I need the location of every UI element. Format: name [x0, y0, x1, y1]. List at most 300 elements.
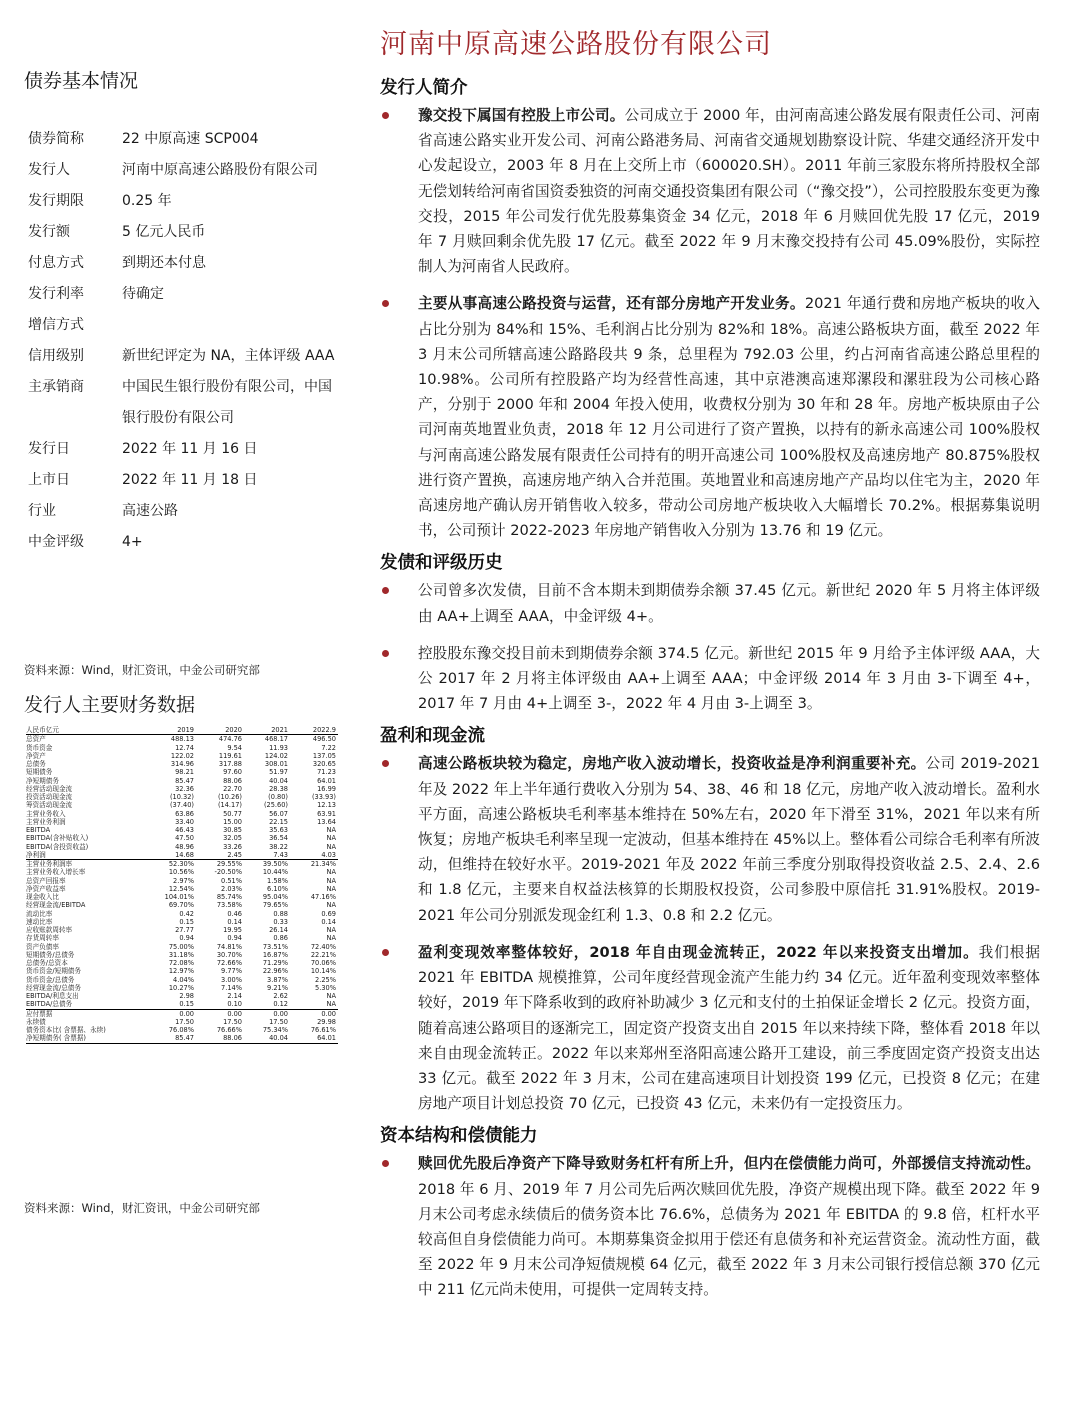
- fin-cell: NA: [326, 934, 336, 943]
- fin-row: [26, 801, 338, 809]
- fin-cell: 308.01: [264, 760, 288, 768]
- basic-row-label: 发行利率: [28, 286, 84, 302]
- basic-row-value: 待确定: [122, 286, 164, 302]
- fin-cell: 7.43: [273, 850, 288, 859]
- fin-cell: 0.14: [227, 917, 242, 926]
- page-title: 河南中原高速公路股份有限公司: [380, 29, 772, 60]
- fin-cell: 488.13: [170, 735, 194, 744]
- fin-row: [26, 934, 338, 942]
- fin-cell: 12.74: [175, 743, 194, 752]
- fin-row: [26, 893, 338, 901]
- bullet-icon: [382, 650, 389, 657]
- bullet-icon: [382, 587, 389, 594]
- fin-row-label: 总债务/总资本: [26, 959, 68, 967]
- fin-cell: (14.17): [217, 801, 242, 810]
- fin-cell: 22.96%: [262, 967, 288, 976]
- fin-cell: 76.66%: [216, 1026, 242, 1034]
- fin-cell: 124.02: [264, 751, 288, 760]
- fin-cell: 70.06%: [310, 959, 336, 967]
- fin-row-label: 主营业务利润率: [26, 860, 150, 869]
- fin-row-label: EBITDA(含投资收益): [26, 842, 89, 851]
- fin-row: [26, 818, 338, 826]
- fin-cell: 73.58%: [216, 901, 242, 910]
- fin-row-label: 货币资金/总债务: [26, 975, 75, 984]
- basic-row-value: 高速公路: [122, 503, 178, 519]
- fin-row: [26, 976, 338, 984]
- fin-cell: NA: [326, 876, 336, 885]
- fin-cell: 10.56%: [168, 868, 194, 877]
- fin-cell: 30.85: [223, 826, 242, 834]
- fin-cell: 496.50: [312, 735, 336, 744]
- bullet-lead: 主要从事高速公路投资与运营，还有部分房地产开发业务。: [418, 295, 805, 313]
- fin-row: [26, 901, 338, 909]
- fin-cell: (37.40): [169, 801, 194, 810]
- fin-cell: 27.77: [175, 926, 194, 934]
- fin-cell: 7.22: [321, 743, 336, 752]
- fin-row-label: EBITDA/利息支出: [26, 992, 79, 1000]
- fin-row-label: 流动比率: [26, 909, 53, 918]
- fin-cell: 0.00: [150, 1009, 196, 1018]
- fin-row-label: 现金收入比: [26, 893, 59, 901]
- fin-row-label: 短期债务/总债务: [26, 950, 75, 959]
- bullet-text: 我们根据 2021 年 EBITDA 规模推算，公司年度经营现金流产生能力约 34 亿元。近年盈利变现效率整体较好，2019 年下降系收到的政府补助减少 3 亿元和支付的土拍保证金增长 2 亿元。投资方面，随着高速公路项目的逐渐完工，固定资产投资支出自 2015 年以来持续下降，整体看 2018 年以来自由现金流转正。2022 年以来郑州至洛阳高速公路开工建设，前三季度固定资产投资支出达 33 亿元。截至 2022 年 3 月末，公司在建高速项目计划投资 199 亿元，已投资 8 亿元；在建房地产项目计划总投资 70 亿元，已投资 43 亿元，未来仍有一定投资压力。: [418, 943, 1040, 1113]
- fin-cell: 9.77%: [221, 967, 242, 976]
- fin-row: [26, 1018, 338, 1026]
- fin-cell: 97.60: [223, 768, 242, 777]
- fin-cell: 0.88: [273, 909, 288, 918]
- fin-row-label: 债务资本比( 含票据、永续): [26, 1026, 106, 1034]
- bullet-paragraph: [380, 641, 1040, 717]
- fin-cell: 10.44%: [262, 868, 288, 877]
- fin-cell: NA: [326, 826, 336, 834]
- fin-cell: 28.38: [269, 784, 288, 793]
- basic-row: [24, 217, 342, 248]
- fin-cell: 30.70%: [216, 950, 242, 959]
- fin-row-label: 投资活动现金流: [26, 793, 73, 801]
- fin-cell: 40.04: [244, 1034, 290, 1043]
- fin-cell: 36.54: [269, 834, 288, 843]
- fin-row: [26, 1034, 338, 1043]
- basic-row: [24, 155, 342, 186]
- fin-cell: 474.76: [218, 735, 242, 744]
- fin-cell: 0.42: [179, 909, 194, 918]
- fin-cell: 22.70: [223, 784, 242, 793]
- fin-cell: 32.36: [175, 784, 194, 793]
- fin-row: [26, 918, 338, 926]
- fin-cell: (33.93): [311, 793, 336, 801]
- basic-row: [24, 434, 342, 465]
- fin-cell: 21.34%: [290, 860, 338, 869]
- fin-row-label: 净资产: [26, 751, 46, 760]
- fin-cell: 69.70%: [168, 901, 194, 910]
- fin-cell: 31.18%: [168, 950, 194, 959]
- basic-row-label: 主承销商: [28, 379, 84, 395]
- fin-cell: 22.15: [269, 817, 288, 826]
- fin-cell: 95.04%: [262, 893, 288, 901]
- fin-cell: (10.26): [217, 793, 242, 801]
- fin-cell: 468.17: [264, 735, 288, 744]
- fin-cell: 16.87%: [262, 950, 288, 959]
- basic-row-label: 上市日: [28, 472, 70, 488]
- fin-cell: 13.64: [317, 817, 336, 826]
- fin-cell: 0.12: [273, 1000, 288, 1009]
- fin-row-label: 筹资活动现金流: [26, 801, 73, 810]
- fin-cell: 3.00%: [221, 975, 242, 984]
- fin-row-label: 主营业务收入: [26, 809, 66, 818]
- fin-cell: 0.94: [227, 934, 242, 943]
- bullet-text: 控股股东豫交投目前未到期债券余额 374.5 亿元。新世纪 2015 年 9 月给予主体评级 AAA，大公 2017 年 2 月将主体评级由 AA+上调至 AAA；中金评级 2014 年 3 月由 3-下调至 4+，2017 年 7 月由 4+上调至 3-，2022 年 4 月由 3-上调至 3。: [418, 644, 1040, 713]
- fin-row-label: 货币资金/短期债务: [26, 967, 81, 976]
- basic-row-label: 中金评级: [28, 534, 84, 550]
- fin-cell: 10.14%: [310, 967, 336, 976]
- fin-row: [26, 860, 338, 869]
- fin-cell: 5.30%: [315, 983, 336, 992]
- fin-row: [26, 877, 338, 885]
- fin-row-label: EBITDA(含补贴收入): [26, 834, 89, 843]
- fin-cell: 2.62: [273, 992, 288, 1000]
- fin-row: [26, 967, 338, 975]
- fin-cell: 9.54: [227, 743, 242, 752]
- fin-row: [26, 793, 338, 801]
- basic-row: [24, 279, 342, 310]
- fin-cell: 2022.9: [290, 726, 338, 735]
- bullet-paragraph: [380, 751, 1040, 927]
- fin-cell: 0.33: [273, 917, 288, 926]
- fin-cell: 32.05: [223, 834, 242, 843]
- fin-cell: 10.27%: [168, 983, 194, 992]
- basic-row: [24, 372, 342, 434]
- bullet-icon: [382, 300, 389, 307]
- fin-cell: 88.06: [196, 1034, 244, 1043]
- bullet-lead: 盈利变现效率整体较好，2018 年自由现金流转正，2022 年以来投资支出增加。: [418, 943, 979, 961]
- fin-cell: 0.00: [196, 1009, 244, 1018]
- fin-cell: 85.47: [150, 1034, 196, 1043]
- fin-row: [26, 851, 338, 860]
- basic-row-label: 增信方式: [28, 317, 84, 333]
- fin-row: [26, 843, 338, 851]
- fin-cell: 33.26: [223, 842, 242, 851]
- basic-row: [24, 341, 342, 372]
- bullet-text: 公司 2019-2021 年及 2022 年上半年通行费收入分别为 54、38、46 和 18 亿元，房地产收入波动增长。盈利水平方面，高速公路板块毛利率基本维持在 50%左右，2020 年下滑至 31%，2021 年以来有所恢复；房地产板块毛利率呈现一定波动，但基本维持在 45%以上。整体看公司综合毛利率有所波动，但维持在较好水平。2019-2021 年及 2022 年前三季度分别取得投资收益 2.5、2.4、2.6 和 1.8 亿元，主要来自权益法核算的长期股权投资，公司参股中原信托 31.91%股权。2019-2021 年公司分别派发现金红利 1.3、0.8 和 2.2 亿元。: [418, 755, 1040, 924]
- fin-row: [26, 910, 338, 918]
- basic-row-value: 2022 年 11 月 16 日: [122, 441, 258, 457]
- basic-row-value: 河南中原高速公路股份有限公司: [122, 162, 318, 178]
- fin-cell: 85.74%: [216, 893, 242, 901]
- fin-row: [26, 885, 338, 893]
- fin-cell: 2.98: [179, 992, 194, 1000]
- basic-info-heading: 债券基本情况: [24, 70, 139, 92]
- fin-row-label: 净短期债务: [26, 776, 59, 785]
- basic-row-label: 发行人: [28, 162, 70, 178]
- fin-cell: 88.06: [223, 776, 242, 785]
- basic-row-value: [122, 310, 342, 341]
- bullet-text: 2021 年通行费和房地产板块的收入占比分别为 84%和 15%、毛利润占比分别为 82%和 18%。高速公路板块方面，截至 2022 年 3 月末公司所辖高速公路路段共 9 条，总里程为 792.03 公里，约占河南省高速公路总里程的 10.98%。公司所有控股路产均为经营性高速，其中京港澳高速郑漯段和漯驻段为公司核心路产，分别于 2000 年和 2004 年投入使用，收费权分别为 30 年和 28 年。房地产板块原由子公司河南英地置业负责，2018 年 12 月公司进行了资产置换，以持有的新永高速公司 100%股权与河南高速公路发展有限责任公司持有的明开高速公司 100%股权及高速房地产 80.875%股权进行资产置换，高速房地产纳入合并范围。英地置业和高速房地产产品均以住宅为主，2020 年高速房地产确认房开销售收入较多，带动公司房地产板块收入大幅增长 70.2%。根据募集说明书，公司预计 2022-2023 年房地产销售收入分别为 13.76 和 19 亿元。: [418, 295, 1040, 540]
- fin-cell: 51.97: [269, 768, 288, 777]
- fin-row: [26, 777, 338, 785]
- fin-cell: 6.10%: [267, 884, 288, 893]
- basic-row: [24, 186, 342, 217]
- fin-cell: 0.15: [179, 917, 194, 926]
- fin-row-label: 净资产收益率: [26, 884, 66, 893]
- fin-cell: 29.98: [317, 1017, 336, 1026]
- fin-cell: 2.97%: [173, 876, 194, 885]
- fin-row: [26, 1026, 338, 1034]
- bullet-text: 公司曾多次发债，目前不含本期未到期债券余额 37.45 亿元。新世纪 2020 年 5 月将主体评级由 AA+上调至 AAA，中金评级 4+。: [418, 582, 1040, 625]
- fin-cell: 14.68: [175, 850, 194, 859]
- fin-row-label: 经营活动现金流: [26, 784, 73, 793]
- fin-cell: 0.14: [321, 917, 336, 926]
- fin-row-label: 应付票据: [26, 1009, 150, 1018]
- fin-cell: 2.45: [227, 850, 242, 859]
- bullet-paragraph: [380, 291, 1040, 543]
- fin-cell: 1.58%: [267, 876, 288, 885]
- fin-cell: 72.66%: [216, 959, 242, 967]
- fin-row: [26, 785, 338, 793]
- basic-row-label: 发行额: [28, 224, 70, 240]
- bullet-text: 公司成立于 2000 年，由河南高速公路发展有限责任公司、河南省高速公路实业开发公司、河南公路港务局、河南省交通规划勘察设计院、华建交通经济开发中心发起设立，2003 年 8 月在上交所上市（600020.SH）。2011 年前三家股东将所持股权全部无偿划转给河南省国资委独资的河南交通投资集团有限公司（“豫交投”），公司控股股东变更为豫交投，2015 年公司发行优先股募集资金 34 亿元，2018 年 6 月赎回优先股 17 亿元，2019 年 7 月赎回剩余优先股 17 亿元。截至 2022 年 9 月末豫交投持有公司 45.09%股份，实际控制人为河南省人民政府。: [418, 107, 1040, 276]
- section-heading: 盈利和现金流: [380, 726, 485, 747]
- fin-cell: 72.08%: [168, 959, 194, 967]
- fin-cell: 17.50: [175, 1017, 194, 1026]
- fin-cell: 85.47: [175, 776, 194, 785]
- financial-data-heading: 发行人主要财务数据: [24, 694, 196, 716]
- fin-cell: 4.03: [321, 850, 336, 859]
- source-note-2: 资料来源：Wind，财汇资讯，中金公司研究部: [24, 1201, 260, 1215]
- fin-cell: NA: [326, 901, 336, 910]
- bullet-paragraph: [380, 103, 1040, 279]
- section-heading: 发债和评级历史: [380, 553, 503, 574]
- fin-cell: (25.60): [263, 801, 288, 810]
- fin-cell: 2020: [196, 726, 244, 735]
- fin-cell: 320.65: [312, 760, 336, 768]
- bullet-icon: [382, 760, 389, 767]
- fin-row-label: 资产负债率: [26, 942, 59, 951]
- fin-row-label: 人民币亿元: [26, 726, 150, 735]
- fin-row-label: 净利润: [26, 850, 46, 859]
- fin-cell: 137.05: [312, 751, 336, 760]
- fin-row-label: 速动比率: [26, 917, 53, 926]
- fin-cell: 75.34%: [262, 1026, 288, 1034]
- fin-cell: 46.43: [175, 826, 194, 834]
- fin-row: [26, 951, 338, 959]
- bullet-lead: 豫交投下属国有控股上市公司。: [418, 107, 625, 124]
- bullet-text: 2018 年 6 月、2019 年 7 月公司先后两次赎回优先股，净资产规模出现下降。截至 2022 年 9 月末公司考虑永续债后的债务资本比 76.6%，总债务为 2021 年 EBITDA 的 9.8 倍，杠杆水平较高但自身偿债能力尚可。本期募集资金拟用于偿还有息债务和补充运营资金。流动性方面，截至 2022 年 9 月末公司净短债规模 64 亿元，截至 2022 年 3 月末公司银行授信总额 370 亿元中 211 亿元尚未使用，可提供一定周转支持。: [418, 1180, 1040, 1299]
- basic-row-value: 中国民生银行股份有限公司，中国银行股份有限公司: [122, 379, 332, 426]
- fin-row-label: EBITDA/总债务: [26, 1000, 73, 1009]
- fin-cell: 2.14: [227, 992, 242, 1000]
- fin-cell: 64.01: [317, 776, 336, 785]
- fin-cell: 0.00: [290, 1009, 338, 1018]
- fin-cell: 4.04%: [173, 975, 194, 984]
- fin-row: [26, 760, 338, 768]
- fin-cell: 119.61: [218, 751, 242, 760]
- fin-cell: 22.21%: [310, 950, 336, 959]
- fin-cell: 47.16%: [310, 893, 336, 901]
- fin-cell: NA: [326, 926, 336, 934]
- fin-cell: 3.87%: [267, 975, 288, 984]
- basic-row: [24, 310, 342, 341]
- fin-cell: 50.77: [223, 809, 242, 818]
- fin-cell: 2.03%: [221, 884, 242, 893]
- fin-cell: NA: [326, 884, 336, 893]
- fin-row-label: 总资产: [26, 735, 46, 744]
- fin-cell: 29.55%: [196, 860, 244, 869]
- fin-row: [26, 1009, 338, 1018]
- fin-cell: 71.23: [317, 768, 336, 777]
- fin-row-label: 存货周转率: [26, 934, 59, 943]
- fin-cell: NA: [326, 842, 336, 851]
- fin-row-label: 经营现金流/EBITDA: [26, 901, 86, 910]
- fin-row: [26, 943, 338, 951]
- basic-row: [24, 465, 342, 496]
- basic-row-label: 信用级别: [28, 348, 84, 364]
- fin-cell: NA: [326, 992, 336, 1000]
- fin-cell: 79.65%: [262, 901, 288, 910]
- fin-cell: 317.88: [218, 760, 242, 768]
- bullet-icon: [382, 949, 389, 956]
- bullet-icon: [382, 1160, 389, 1167]
- basic-row-label: 付息方式: [28, 255, 84, 271]
- fin-row: [26, 1000, 338, 1009]
- fin-row: [26, 826, 338, 834]
- basic-row-value: 0.25 年: [122, 193, 172, 209]
- fin-cell: 314.96: [170, 760, 194, 768]
- fin-cell: 0.69: [321, 909, 336, 918]
- fin-row-label: 总债务: [26, 760, 46, 768]
- fin-cell: 17.50: [223, 1017, 242, 1026]
- fin-cell: NA: [326, 1000, 336, 1009]
- fin-cell: 0.00: [244, 1009, 290, 1018]
- fin-cell: (10.32): [169, 793, 194, 801]
- fin-cell: 47.50: [175, 834, 194, 843]
- fin-cell: 2.25%: [315, 975, 336, 984]
- basic-row-label: 债券简称: [28, 131, 84, 147]
- bullet-paragraph: [380, 1151, 1040, 1302]
- fin-row: [26, 868, 338, 876]
- basic-row-label: 行业: [28, 503, 56, 519]
- fin-cell: 0.10: [227, 1000, 242, 1009]
- fin-cell: 98.21: [175, 768, 194, 777]
- fin-cell: 122.02: [170, 751, 194, 760]
- fin-cell: 48.96: [175, 842, 194, 851]
- fin-cell: 104.01%: [164, 893, 194, 901]
- fin-cell: 0.15: [179, 1000, 194, 1009]
- fin-cell: 33.40: [175, 817, 194, 826]
- basic-row-value: 到期还本付息: [122, 255, 206, 271]
- fin-row-label: EBITDA: [26, 826, 51, 834]
- fin-cell: 76.08%: [168, 1026, 194, 1034]
- right-column: [380, 70, 1040, 1303]
- section-heading: 资本结构和偿债能力: [380, 1126, 538, 1147]
- fin-cell: 16.99: [317, 784, 336, 793]
- fin-cell: 19.95: [223, 926, 242, 934]
- source-note-1: 资料来源：Wind，财汇资讯，中金公司研究部: [24, 663, 260, 677]
- basic-row-label: 发行期限: [28, 193, 84, 209]
- fin-cell: 63.86: [175, 809, 194, 818]
- basic-row: [24, 527, 342, 558]
- bullet-lead: 赎回优先股后净资产下降导致财务杠杆有所上升，但内在偿债能力尚可，外部援信支持流动性。: [418, 1155, 1040, 1173]
- fin-cell: 0.86: [273, 934, 288, 943]
- fin-cell: 12.13: [317, 801, 336, 810]
- fin-row: [26, 959, 338, 967]
- fin-cell: 35.63: [269, 826, 288, 834]
- fin-row: [26, 735, 338, 744]
- fin-cell: 38.22: [269, 842, 288, 851]
- fin-cell: 12.54%: [168, 884, 194, 893]
- fin-cell: 72.40%: [310, 942, 336, 951]
- fin-cell: 40.04: [269, 776, 288, 785]
- fin-cell: (0.80): [268, 793, 288, 801]
- fin-row-label: 主营业务利润: [26, 817, 66, 826]
- fin-row: [26, 810, 338, 818]
- fin-row-label: 主营业务收入增长率: [26, 868, 86, 877]
- bullet-paragraph: [380, 940, 1040, 1116]
- fin-row: [26, 752, 338, 760]
- fin-row: [26, 992, 338, 1000]
- basic-row-value: 5 亿元人民币: [122, 224, 206, 240]
- fin-row-label: 经营现金流/总债务: [26, 983, 81, 992]
- fin-cell: 9.21%: [267, 983, 288, 992]
- basic-row-value: 4+: [122, 534, 143, 550]
- bullet-lead: 高速公路板块较为稳定，房地产收入波动增长，投资收益是净利润重要补充。: [418, 755, 926, 773]
- bullet-icon: [382, 112, 389, 119]
- fin-cell: 0.51%: [221, 876, 242, 885]
- fin-cell: 63.91: [317, 809, 336, 818]
- fin-cell: -20.50%: [214, 868, 242, 877]
- fin-cell: 2021: [244, 726, 290, 735]
- fin-row: [26, 834, 338, 842]
- fin-cell: 26.14: [269, 926, 288, 934]
- fin-cell: 52.30%: [150, 860, 196, 869]
- fin-cell: 75.00%: [168, 942, 194, 951]
- fin-cell: 73.51%: [262, 942, 288, 951]
- fin-row: [26, 744, 338, 752]
- basic-row: [24, 496, 342, 527]
- fin-row-label: 短期债务: [26, 768, 53, 777]
- fin-row: [26, 984, 338, 992]
- fin-row: [26, 726, 338, 735]
- basic-row-value: 2022 年 11 月 18 日: [122, 472, 258, 488]
- financial-table: [26, 726, 338, 1044]
- bond-basic-table: [24, 124, 342, 558]
- basic-row: [24, 248, 342, 279]
- fin-cell: 74.81%: [216, 942, 242, 951]
- fin-cell: 2019: [150, 726, 196, 735]
- fin-row-label: 永续债: [26, 1017, 46, 1026]
- fin-cell: 11.93: [269, 743, 288, 752]
- fin-row-label: 总资产回报率: [26, 876, 66, 885]
- basic-row-label: 发行日: [28, 441, 70, 457]
- bullet-paragraph: [380, 578, 1040, 628]
- fin-cell: 71.29%: [262, 959, 288, 967]
- fin-cell: 64.01: [290, 1034, 338, 1043]
- fin-cell: 56.07: [269, 809, 288, 818]
- fin-cell: 0.46: [227, 909, 242, 918]
- fin-cell: 76.61%: [310, 1026, 336, 1034]
- fin-row: [26, 926, 338, 934]
- fin-cell: NA: [326, 834, 336, 843]
- fin-row: [26, 768, 338, 776]
- fin-cell: 15.00: [223, 817, 242, 826]
- fin-cell: 17.50: [269, 1017, 288, 1026]
- basic-row: [24, 124, 342, 155]
- fin-cell: 0.94: [179, 934, 194, 943]
- fin-cell: 39.50%: [244, 860, 290, 869]
- basic-row-value: 新世纪评定为 NA，主体评级 AAA: [122, 348, 335, 364]
- fin-cell: 12.97%: [168, 967, 194, 976]
- section-heading: 发行人简介: [380, 78, 468, 98]
- fin-row-label: 货币资金: [26, 743, 53, 752]
